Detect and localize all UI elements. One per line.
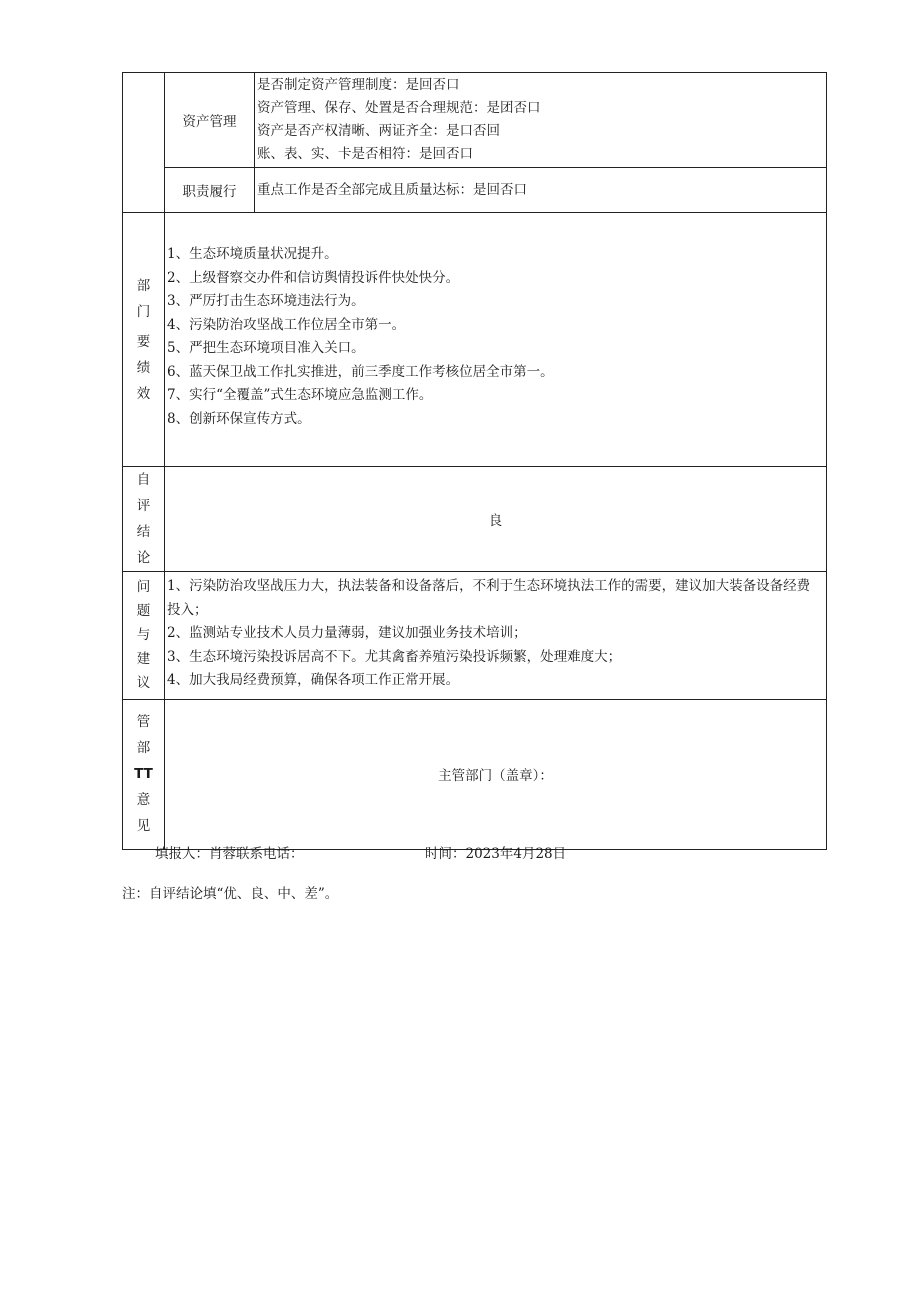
asset-line: 账、表、实、卡是否相符：是回否口 bbox=[257, 146, 473, 162]
goals-side-label: 部 门 要 绩 效 bbox=[123, 213, 165, 467]
goal-item: 6、蓝天保卫战工作扎实推进，前三季度工作考核位居全市第一。 bbox=[167, 363, 554, 380]
goal-item: 1、生态环境质量状况提升。 bbox=[167, 246, 338, 262]
asset-line: 是否制定资产管理制度：是回否口 bbox=[257, 77, 460, 93]
asset-label: 资产管理 bbox=[165, 73, 255, 168]
goal-item: 3、严厉打击生态环境违法行为。 bbox=[167, 293, 365, 309]
goals-list bbox=[165, 213, 827, 467]
evaluation-table bbox=[122, 72, 827, 850]
opinion-row bbox=[123, 699, 827, 849]
issue-item: 4、加大我局经费预算，确保各项工作正常开展。 bbox=[167, 672, 460, 688]
self-eval-row bbox=[123, 467, 827, 572]
footnote: 注：自评结论填“优、良、中、差”。 bbox=[122, 886, 339, 902]
goal-item: 5、严把生态环境项目准入关口。 bbox=[167, 340, 365, 356]
goals-row bbox=[123, 213, 827, 467]
goal-item: 7、实行“全覆盖”式生态环境应急监测工作。 bbox=[167, 387, 433, 403]
goal-item: 2、上级督察交办件和信访舆情投诉件快处快分。 bbox=[167, 269, 460, 286]
issues-row bbox=[123, 572, 827, 700]
issues-side-label: 问 题 与 建 议 bbox=[123, 572, 165, 700]
duty-row bbox=[123, 168, 827, 213]
opinion-stamp-text: 主管部门（盖章）： bbox=[165, 699, 827, 849]
duty-text: 重点工作是否全部完成且质量达标：是回否口 bbox=[255, 168, 827, 213]
goal-item: 4、污染防治攻坚战工作位居全市第一。 bbox=[167, 316, 406, 333]
issue-item: 1、污染防治攻坚战压力大，执法装备和设备落后，不利于生态环境执法工作的需要，建议加大装备设备经费投入； bbox=[167, 578, 811, 618]
fill-date: 时间：2023年4月28日 bbox=[425, 846, 567, 862]
duty-label: 职责履行 bbox=[165, 168, 255, 213]
issue-item: 2、监测站专业技术人员力量薄弱，建议加强业务技术培训； bbox=[167, 625, 527, 641]
issue-item: 3、生态环境污染投诉居高不下。尤其禽畜养殖污染投诉频繁，处理难度大； bbox=[167, 648, 622, 665]
asset-row bbox=[123, 73, 827, 168]
opinion-side-label: 管 部 TT 意 见 bbox=[123, 699, 165, 849]
asset-checklist bbox=[255, 73, 827, 168]
filler-info: 填报人：肖蓉联系电话： bbox=[155, 846, 304, 862]
asset-line: 资产管理、保存、处置是否合理规范：是团否口 bbox=[257, 100, 541, 116]
asset-line: 资产是否产权清晰、两证齐全：是口否回 bbox=[257, 123, 500, 139]
footer-line bbox=[155, 842, 567, 862]
self-eval-value: 良 bbox=[165, 467, 827, 572]
goal-item: 8、创新环保宣传方式。 bbox=[167, 410, 311, 427]
self-eval-side-label: 自 评 结 论 bbox=[123, 467, 165, 572]
issues-list bbox=[165, 572, 827, 700]
blank-side-cell bbox=[123, 73, 165, 213]
